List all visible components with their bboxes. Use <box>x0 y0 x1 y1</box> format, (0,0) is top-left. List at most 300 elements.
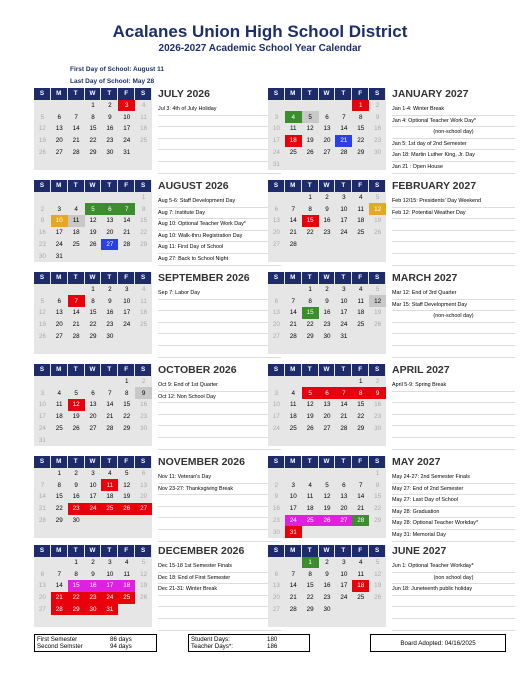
day-cell <box>302 615 319 627</box>
board-adopted <box>370 634 506 652</box>
weekday-header: S <box>34 272 51 284</box>
weekday-header: T <box>302 456 319 468</box>
day-cell: 15 <box>89 125 97 133</box>
day-cell: 23 <box>272 516 280 524</box>
day-cell <box>319 376 336 388</box>
day-cell <box>369 342 386 354</box>
weekday-header: T <box>302 88 319 100</box>
day-cell: 21 <box>357 505 365 513</box>
day-cell: 14 <box>55 582 63 590</box>
student-days-value: 180 <box>267 636 278 643</box>
day-cell <box>302 468 319 480</box>
day-cell: 7 <box>118 203 135 215</box>
day-cell: 25 <box>357 594 365 602</box>
month-name: OCTOBER 2026 <box>158 364 237 376</box>
weekday-header: S <box>369 272 386 284</box>
day-cell: 13 <box>89 401 97 409</box>
day-cell: 31 <box>38 436 46 444</box>
day-cell <box>135 515 152 527</box>
day-cell <box>335 526 352 538</box>
day-cell <box>118 434 135 446</box>
day-cell: 29 <box>374 516 382 524</box>
day-cell: 15 <box>89 309 97 317</box>
month-name: AUGUST 2026 <box>158 180 229 192</box>
event-item <box>158 346 281 358</box>
day-cell <box>135 615 152 627</box>
day-cell: 31 <box>340 332 348 340</box>
day-cell <box>68 376 85 388</box>
month-name: MARCH 2027 <box>392 272 458 284</box>
day-cell: 24 <box>272 424 280 432</box>
day-cell: 19 <box>123 493 131 501</box>
day-cell: 3 <box>40 389 45 397</box>
day-cell: 27 <box>335 515 352 527</box>
event-item <box>392 254 515 266</box>
day-cell: 3 <box>124 286 129 294</box>
weekday-header: T <box>302 180 319 192</box>
weekday-header: S <box>268 545 285 557</box>
day-cell <box>319 526 336 538</box>
day-cell <box>68 342 85 354</box>
weekday-header: M <box>285 364 302 376</box>
day-cell <box>335 468 352 480</box>
event-item: April 5-9: Spring Break <box>392 380 515 392</box>
day-cell: 29 <box>89 148 97 156</box>
day-cell: 30 <box>323 332 331 340</box>
day-cell: 22 <box>140 229 148 237</box>
event-item <box>392 415 515 427</box>
day-cell: 26 <box>118 503 135 515</box>
day-cell: 27 <box>323 424 331 432</box>
month-name: FEBRUARY 2027 <box>392 180 477 192</box>
day-cell: 3 <box>274 389 279 397</box>
day-cell <box>268 376 285 388</box>
day-cell: 29 <box>306 605 314 613</box>
day-cell: 8 <box>74 570 78 578</box>
day-cell: 28 <box>340 148 348 156</box>
day-cell: 5 <box>124 470 129 478</box>
day-cell <box>118 158 135 170</box>
day-cell: 12 <box>123 481 131 489</box>
day-cell: 1 <box>302 557 319 569</box>
day-cell <box>302 250 319 262</box>
month-block <box>268 545 518 627</box>
day-cell <box>135 434 152 446</box>
day-cell: 10 <box>340 205 348 213</box>
day-cell: 27 <box>272 605 280 613</box>
event-item: Jan 4: Optional Teacher Work Day* <box>392 116 515 128</box>
day-cell: 14 <box>340 125 348 133</box>
day-cell: 24 <box>101 592 118 604</box>
day-cell: 31 <box>55 252 63 260</box>
day-cell: 9 <box>74 481 78 489</box>
day-cell: 20 <box>272 594 280 602</box>
day-cell <box>34 100 51 112</box>
weekday-header: T <box>335 545 352 557</box>
day-cell <box>135 250 152 262</box>
day-cell: 4 <box>358 559 363 567</box>
day-cell <box>352 342 369 354</box>
day-cell: 10 <box>51 215 68 227</box>
day-cell: 18 <box>352 580 369 592</box>
day-cell: 30 <box>374 148 382 156</box>
weekday-header: W <box>85 272 102 284</box>
day-cell: 5 <box>40 113 45 121</box>
day-cell: 4 <box>285 111 302 123</box>
board-adopted-text: Board Adopted: 04/16/2025 <box>400 639 476 647</box>
day-cell: 1 <box>358 378 363 386</box>
day-cell <box>268 468 285 480</box>
day-cell <box>285 434 302 446</box>
month-name: JUNE 2027 <box>392 545 447 557</box>
day-cell: 6 <box>319 387 336 399</box>
weekday-header: M <box>285 272 302 284</box>
teacher-days-label: Teacher Days*: <box>191 643 233 650</box>
day-cell: 31 <box>272 160 280 168</box>
day-cell <box>302 376 319 388</box>
event-list <box>158 380 281 450</box>
day-cell: 12 <box>306 401 314 409</box>
day-cell: 18 <box>140 309 148 317</box>
day-cell: 24 <box>123 321 131 329</box>
day-cell: 15 <box>306 582 314 590</box>
month-block <box>268 456 518 538</box>
day-cell <box>335 604 352 616</box>
day-cell <box>51 100 68 112</box>
day-cell <box>285 615 302 627</box>
day-cell <box>85 615 102 627</box>
event-list <box>392 561 515 631</box>
event-item: Aug 7: Institute Day <box>158 208 281 220</box>
weekday-header: T <box>335 456 352 468</box>
day-cell <box>101 526 118 538</box>
month-block <box>34 88 284 170</box>
month-block <box>34 180 284 262</box>
day-cell: 29 <box>140 240 148 248</box>
day-cell: 26 <box>319 515 336 527</box>
day-cell: 24 <box>38 424 46 432</box>
event-item: May 27: Last Day of School <box>392 495 515 507</box>
event-item: Nov 23-27: Thanksgiving Break <box>158 484 281 496</box>
day-cell: 8 <box>141 205 146 213</box>
weekday-header: F <box>118 180 135 192</box>
weekday-header: T <box>335 272 352 284</box>
day-cell: 23 <box>374 137 382 145</box>
day-cell <box>68 284 85 296</box>
days-summary <box>188 634 310 652</box>
day-cell: 7 <box>291 205 296 213</box>
day-cell <box>319 434 336 446</box>
day-cell <box>101 192 118 204</box>
day-cell: 13 <box>323 125 331 133</box>
day-cell <box>268 615 285 627</box>
weekday-header: T <box>68 364 85 376</box>
day-cell <box>51 557 68 569</box>
day-cell: 25 <box>140 137 148 145</box>
day-cell: 27 <box>272 332 280 340</box>
event-item <box>158 507 281 519</box>
weekday-header: F <box>352 364 369 376</box>
day-cell <box>101 515 118 527</box>
day-cell: 6 <box>91 389 95 397</box>
day-cell <box>118 342 135 354</box>
weekday-header: T <box>302 545 319 557</box>
day-cell <box>302 434 319 446</box>
day-cell <box>352 604 369 616</box>
day-cell: 9 <box>108 297 112 305</box>
day-cell: 28 <box>38 516 46 524</box>
day-cell <box>285 376 302 388</box>
day-cell: 21 <box>72 137 80 145</box>
day-cell: 30 <box>72 516 80 524</box>
day-cell: 19 <box>374 582 382 590</box>
day-cell: 5 <box>74 389 78 397</box>
day-cell: 1 <box>141 194 146 202</box>
weekday-header: W <box>319 272 336 284</box>
day-cell: 12 <box>38 309 46 317</box>
weekday-header: T <box>302 364 319 376</box>
weekday-header: S <box>135 545 152 557</box>
day-cell: 4 <box>141 286 146 294</box>
day-cell: 25 <box>72 240 80 248</box>
day-cell <box>285 342 302 354</box>
weekday-header: S <box>369 545 386 557</box>
event-item: Aug 27: Back to School Night <box>158 254 281 266</box>
day-cell <box>101 434 118 446</box>
day-cell <box>369 158 386 170</box>
day-cell: 12 <box>369 295 386 307</box>
day-cell <box>101 158 118 170</box>
day-cell <box>335 615 352 627</box>
day-cell <box>268 100 285 112</box>
weekday-header: T <box>335 180 352 192</box>
month-name: JULY 2026 <box>158 88 210 100</box>
weekday-header: T <box>68 545 85 557</box>
day-cell: 14 <box>72 309 80 317</box>
day-cell: 23 <box>68 503 85 515</box>
event-item <box>392 426 515 438</box>
page-title: Acalanes Union High School District <box>112 22 408 41</box>
day-cell: 29 <box>357 424 365 432</box>
day-cell: 30 <box>140 424 148 432</box>
day-cell: 23 <box>374 413 382 421</box>
month-block <box>268 88 518 170</box>
day-cell: 19 <box>38 321 46 329</box>
day-cell: 6 <box>57 113 62 121</box>
day-cell: 13 <box>106 217 114 225</box>
day-cell <box>302 100 319 112</box>
day-cell: 28 <box>106 424 114 432</box>
day-cell <box>118 604 135 616</box>
weekday-header: S <box>34 88 51 100</box>
sem2-value: 94 days <box>110 643 132 650</box>
day-cell <box>135 526 152 538</box>
weekday-header: F <box>118 272 135 284</box>
event-item: May 28: Optional Teacher Workday* <box>392 518 515 530</box>
day-cell: 18 <box>357 309 365 317</box>
day-cell: 23 <box>106 321 114 329</box>
weekday-header: T <box>101 545 118 557</box>
day-cell <box>335 434 352 446</box>
day-cell: 1 <box>308 194 312 202</box>
day-cell <box>268 284 285 296</box>
day-cell <box>285 158 302 170</box>
day-cell: 2 <box>91 559 95 567</box>
event-item <box>392 403 515 415</box>
day-cell <box>285 557 302 569</box>
day-cell: 28 <box>352 515 369 527</box>
weekday-header: M <box>51 456 68 468</box>
day-cell: 18 <box>55 413 63 421</box>
day-cell: 1 <box>308 286 312 294</box>
event-item <box>158 518 281 530</box>
day-cell: 27 <box>55 332 63 340</box>
day-cell: 10 <box>123 113 131 121</box>
event-item: Aug 10: Walk-thru Registration Day <box>158 231 281 243</box>
day-cell: 8 <box>308 570 312 578</box>
day-cell <box>268 557 285 569</box>
day-cell: 26 <box>306 424 314 432</box>
event-item: Aug 10: Optional Teacher Work Day* <box>158 219 281 231</box>
day-cell: 4 <box>57 389 62 397</box>
day-cell: 5 <box>40 297 45 305</box>
day-cell <box>101 615 118 627</box>
day-cell: 19 <box>306 137 314 145</box>
day-cell <box>268 342 285 354</box>
weekday-header: W <box>319 364 336 376</box>
day-cell <box>369 434 386 446</box>
day-cell <box>68 158 85 170</box>
month-calendar <box>268 88 386 170</box>
day-cell: 23 <box>323 229 331 237</box>
day-cell: 28 <box>72 148 80 156</box>
day-cell: 1 <box>57 470 62 478</box>
day-cell <box>85 515 102 527</box>
event-list <box>392 288 515 358</box>
day-cell: 17 <box>101 580 118 592</box>
day-cell: 4 <box>358 194 363 202</box>
day-cell: 8 <box>308 205 312 213</box>
event-item <box>392 219 515 231</box>
day-cell <box>302 342 319 354</box>
day-cell: 19 <box>89 229 97 237</box>
event-item <box>158 311 281 323</box>
day-cell: 23 <box>38 240 46 248</box>
day-cell: 4 <box>358 286 363 294</box>
day-cell: 24 <box>285 515 302 527</box>
day-cell: 12 <box>38 125 46 133</box>
day-cell: 25 <box>357 229 365 237</box>
day-cell: 22 <box>306 594 314 602</box>
day-cell: 20 <box>106 229 114 237</box>
day-cell: 28 <box>72 332 80 340</box>
day-cell <box>319 158 336 170</box>
weekday-header: M <box>51 180 68 192</box>
event-item <box>392 607 515 619</box>
day-cell <box>319 468 336 480</box>
day-cell: 17 <box>272 413 280 421</box>
day-cell: 1 <box>352 100 369 112</box>
month-calendar <box>34 545 152 627</box>
month-name: NOVEMBER 2026 <box>158 456 245 468</box>
day-cell: 13 <box>323 401 331 409</box>
day-cell: 11 <box>101 479 118 491</box>
event-list <box>158 561 281 631</box>
weekday-header: S <box>268 364 285 376</box>
day-cell: 12 <box>306 125 314 133</box>
day-cell <box>51 434 68 446</box>
day-cell: 17 <box>340 309 348 317</box>
day-cell <box>85 342 102 354</box>
day-cell: 16 <box>374 401 382 409</box>
day-cell: 24 <box>272 148 280 156</box>
day-cell <box>369 615 386 627</box>
day-cell: 18 <box>289 413 297 421</box>
event-item <box>392 323 515 335</box>
event-item <box>158 150 281 162</box>
day-cell: 6 <box>325 113 329 121</box>
month-name: DECEMBER 2026 <box>158 545 245 557</box>
day-cell: 22 <box>357 137 365 145</box>
day-cell: 30 <box>272 528 280 536</box>
day-cell: 20 <box>55 137 63 145</box>
event-item <box>158 596 281 608</box>
event-list <box>158 196 281 266</box>
day-cell: 24 <box>340 321 348 329</box>
day-cell: 23 <box>323 594 331 602</box>
day-cell <box>118 515 135 527</box>
month-calendar <box>268 545 386 627</box>
day-cell <box>335 250 352 262</box>
day-cell: 22 <box>123 413 131 421</box>
day-cell <box>135 342 152 354</box>
day-cell: 10 <box>106 570 114 578</box>
weekday-header: W <box>319 88 336 100</box>
day-cell: 14 <box>357 493 365 501</box>
day-cell: 11 <box>56 401 63 409</box>
day-cell: 9 <box>91 570 95 578</box>
day-cell: 11 <box>357 297 364 305</box>
day-cell: 29 <box>123 424 131 432</box>
day-cell <box>352 526 369 538</box>
month-calendar <box>34 456 152 538</box>
event-list <box>392 472 515 542</box>
day-cell: 15 <box>68 580 85 592</box>
day-cell: 23 <box>140 413 148 421</box>
day-cell: 20 <box>272 229 280 237</box>
day-cell: 19 <box>374 217 382 225</box>
day-cell <box>285 192 302 204</box>
day-cell: 20 <box>55 321 63 329</box>
day-cell: 14 <box>106 401 114 409</box>
weekday-header: S <box>34 364 51 376</box>
event-list <box>158 288 281 358</box>
month-name: MAY 2027 <box>392 456 441 468</box>
day-cell: 20 <box>323 413 331 421</box>
day-cell: 2 <box>40 205 45 213</box>
day-cell: 3 <box>342 194 346 202</box>
day-cell <box>34 468 51 480</box>
weekday-header: S <box>369 364 386 376</box>
day-cell: 21 <box>340 413 348 421</box>
day-cell: 1 <box>124 378 129 386</box>
event-item <box>158 116 281 128</box>
weekday-header: M <box>51 364 68 376</box>
day-cell <box>319 100 336 112</box>
day-cell: 6 <box>57 297 62 305</box>
weekday-header: T <box>101 180 118 192</box>
sem2-label: Second Semster <box>37 643 83 650</box>
